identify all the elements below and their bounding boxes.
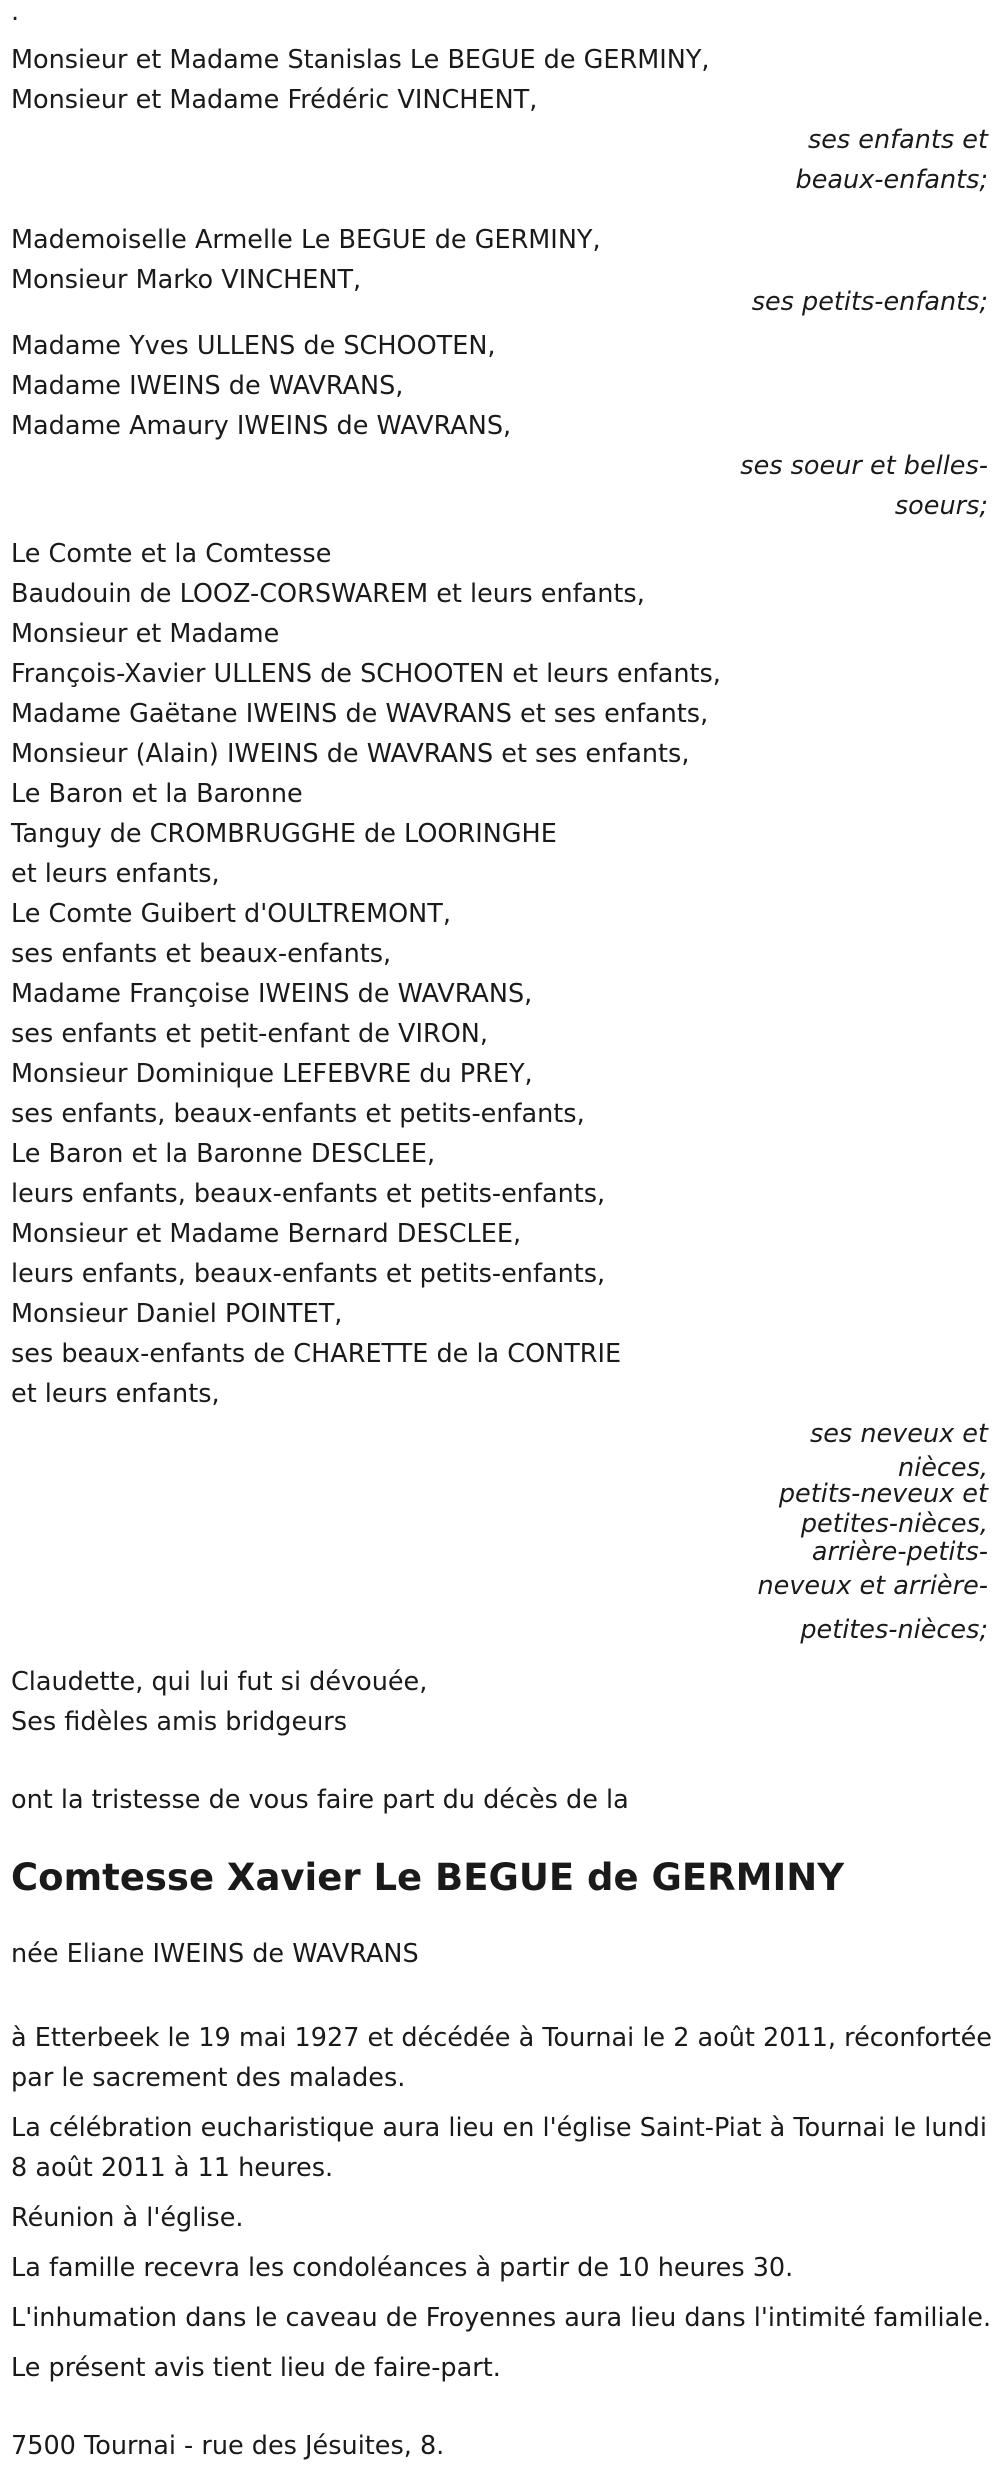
detail-paragraph: L'inhumation dans le caveau de Froyennes aura lieu dans l'intimité familiale. (11, 2303, 992, 2333)
name-line: Madame Françoise IWEINS de WAVRANS, (11, 979, 533, 1009)
family-group-children (11, 40, 1000, 200)
name-line: Claudette, qui lui fut si dévouée, (11, 1667, 428, 1697)
relation-label: petites-nièces, (800, 1509, 988, 1539)
relation-label: petites-nièces; (800, 1615, 988, 1645)
name-line: Ses fidèles amis bridgeurs (11, 1707, 348, 1737)
name-line: Monsieur et Madame Stanislas Le BEGUE de GERMINY, (11, 45, 710, 75)
relation-label: ses petits-enfants; (751, 287, 988, 317)
name-line: Le Comte et la Comtesse (11, 539, 332, 569)
address: 7500 Tournai - rue des Jésuites, 8. (11, 2431, 445, 2461)
relation-label: ses soeur et belles- (740, 451, 988, 481)
details-section (11, 2018, 996, 2388)
name-line: Madame Amaury IWEINS de WAVRANS, (11, 411, 512, 441)
name-line: et leurs enfants, (11, 859, 220, 889)
name-line: Le Baron et la Baronne (11, 779, 303, 809)
name-line: Monsieur et Madame Bernard DESCLEE, (11, 1219, 522, 1249)
name-line: Le Baron et la Baronne DESCLEE, (11, 1139, 436, 1169)
name-line: Madame Yves ULLENS de SCHOOTEN, (11, 331, 496, 361)
detail-paragraph: La famille recevra les condoléances à partir de 10 heures 30. (11, 2253, 794, 2283)
name-line: Le Comte Guibert d'OULTREMONT, (11, 899, 451, 929)
relation-label: ses enfants et (807, 125, 988, 155)
name-line: Monsieur et Madame Frédéric VINCHENT, (11, 85, 538, 115)
name-line: Mademoiselle Armelle Le BEGUE de GERMINY, (11, 225, 601, 255)
relation-label: arrière-petits- (811, 1537, 988, 1567)
name-line: François-Xavier ULLENS de SCHOOTEN et leurs enfants, (11, 659, 721, 689)
detail-paragraph: Réunion à l'église. (11, 2203, 244, 2233)
relation-label: nièces, (897, 1453, 988, 1483)
detail-paragraph: La célébration eucharistique aura lieu en l'église Saint-Piat à Tournai le lundi 8 août 2011 à 11 heures. (11, 2113, 987, 2183)
name-line: Madame IWEINS de WAVRANS, (11, 371, 404, 401)
other-mourners (11, 1662, 1000, 1742)
name-line: Monsieur (Alain) IWEINS de WAVRANS et ses enfants, (11, 739, 690, 769)
name-line: Monsieur Daniel POINTET, (11, 1299, 343, 1329)
detail-paragraph: à Etterbeek le 19 mai 1927 et décédée à Tournai le 2 août 2011, réconfortée par le sacrement des malades. (11, 2023, 992, 2093)
name-line: Monsieur Dominique LEFEBVRE du PREY, (11, 1059, 533, 1089)
relation-label: soeurs; (894, 491, 988, 521)
family-group-sisters (11, 326, 1000, 526)
birth-name: née Eliane IWEINS de WAVRANS (11, 1939, 419, 1969)
name-line: ses enfants et beaux-enfants, (11, 939, 392, 969)
name-line: Tanguy de CROMBRUGGHE de LOORINGHE (11, 819, 557, 849)
name-line: ses beaux-enfants de CHARETTE de la CONTRIE (11, 1339, 622, 1369)
name-line: Madame Gaëtane IWEINS de WAVRANS et ses enfants, (11, 699, 709, 729)
announcement-text: ont la tristesse de vous faire part du décès de la (11, 1785, 629, 1815)
name-line: Baudouin de LOOZ-CORSWAREM et leurs enfants, (11, 579, 645, 609)
relation-label: ses neveux et (809, 1419, 988, 1449)
name-line: ses enfants, beaux-enfants et petits-enfants, (11, 1099, 585, 1129)
family-group-grandchildren (11, 220, 1000, 322)
relation-label: neveux et arrière- (757, 1571, 988, 1601)
name-line: Monsieur Marko VINCHENT, (11, 265, 362, 295)
family-group-nephews-nieces (11, 534, 1000, 1650)
name-line: leurs enfants, beaux-enfants et petits-enfants, (11, 1179, 606, 1209)
relation-label: beaux-enfants; (795, 165, 988, 195)
detail-paragraph: Le présent avis tient lieu de faire-part. (11, 2353, 501, 2383)
deceased-name: Comtesse Xavier Le BEGUE de GERMINY (11, 1856, 844, 1899)
name-line: leurs enfants, beaux-enfants et petits-enfants, (11, 1259, 606, 1289)
top-mark: . (11, 0, 20, 27)
name-line: et leurs enfants, (11, 1379, 220, 1409)
relation-label: petits-neveux et (778, 1479, 988, 1509)
name-line: Monsieur et Madame (11, 619, 280, 649)
name-line: ses enfants et petit-enfant de VIRON, (11, 1019, 488, 1049)
